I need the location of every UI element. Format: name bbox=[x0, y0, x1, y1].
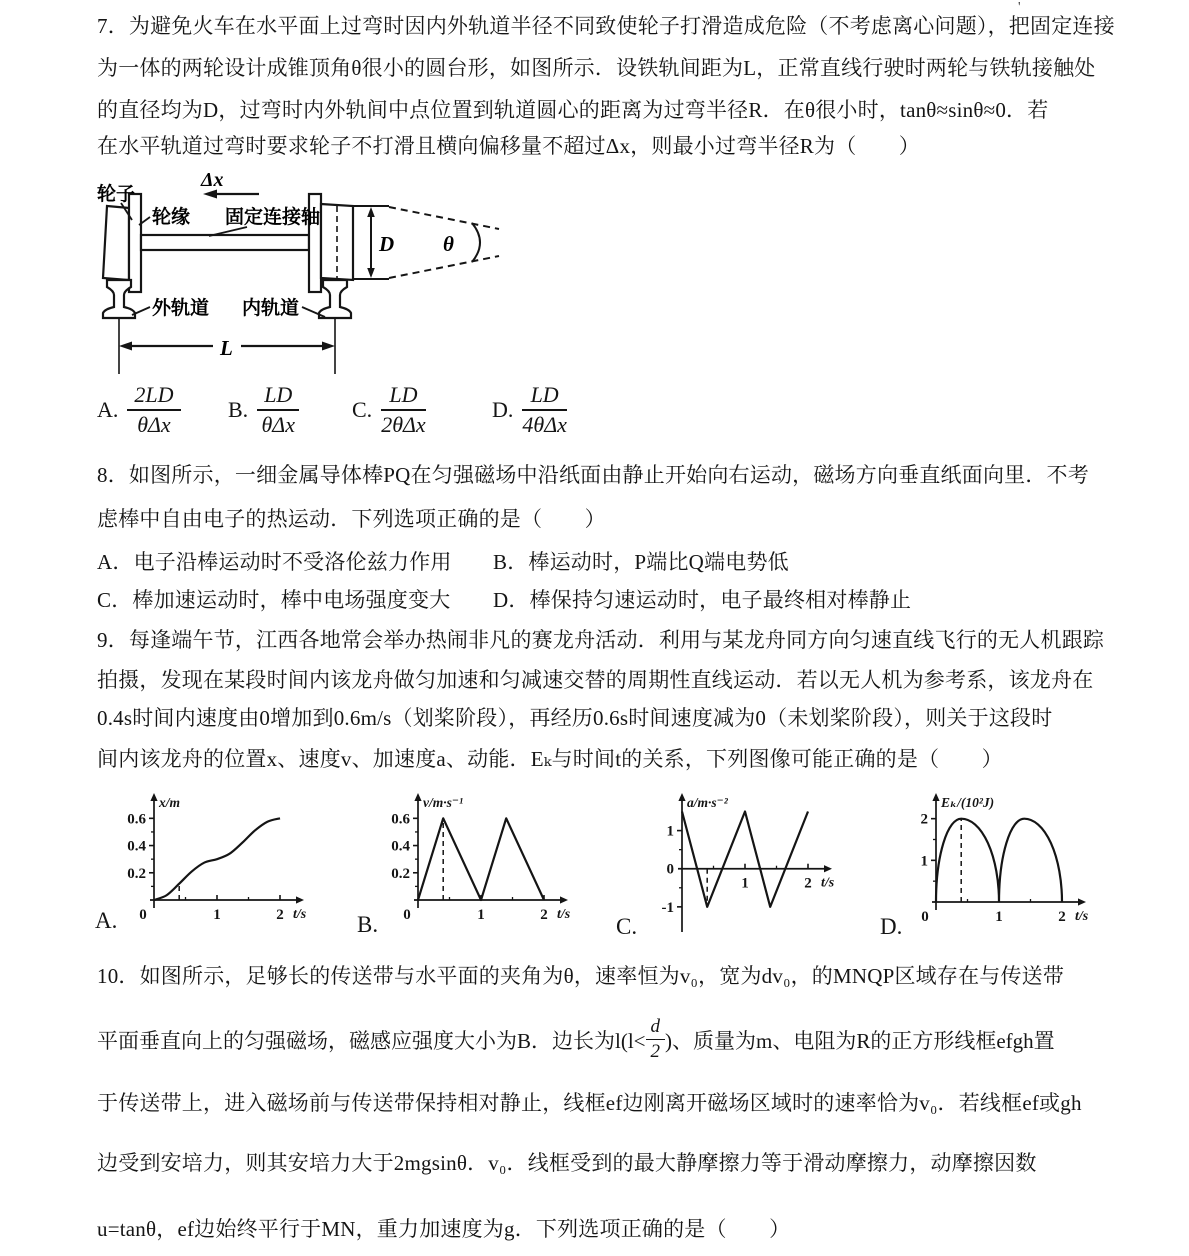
axle-shaft bbox=[141, 235, 309, 250]
q8-line-1: 8．如图所示，一细金属导体棒PQ在匀强磁场中沿纸面由静止开始向右运动，磁场方向垂直纸面向里．不考 bbox=[97, 463, 1089, 487]
q10-line-2 bbox=[97, 1012, 1055, 1068]
graph-b-velocity-time bbox=[372, 790, 614, 942]
tick-label: 0.2 bbox=[127, 865, 146, 882]
q10-line-4: 边受到安培力，则其安培力大于2mgsinθ．v₀．线框受到的最大静摩擦力等于滑动摩擦力，动摩擦因数 bbox=[97, 1151, 1037, 1175]
tick-label: 0.4 bbox=[391, 838, 410, 855]
y-axis-arrowhead bbox=[414, 793, 421, 801]
x-axis-arrowhead bbox=[560, 896, 568, 903]
d-label: D bbox=[379, 232, 395, 256]
tick-label: 1 bbox=[213, 907, 221, 923]
l-arrowhead-left bbox=[119, 342, 132, 351]
q7-option-a-fraction: $\frac{2LD}{\text{θΔx}}$ bbox=[127, 383, 180, 437]
q7-option-d bbox=[492, 383, 567, 437]
delta-x-label: Δx bbox=[201, 169, 224, 191]
tick-label: 1 bbox=[920, 853, 928, 870]
q7-option-b-fraction: $\frac{LD}{\text{θΔx}}$ bbox=[257, 383, 299, 437]
q8-option-d: D．棒保持匀速运动时，电子最终相对棒静止 bbox=[493, 588, 912, 612]
cone-upper-dashed bbox=[389, 207, 499, 229]
q8-line-2: 虑棒中自由电子的热运动．下列选项正确的是（ ） bbox=[97, 507, 606, 531]
d-arrowhead-down bbox=[367, 268, 375, 278]
graph-a-position-time bbox=[108, 790, 350, 942]
q7-option-c-fraction: $\frac{LD}{\text{2θΔx}}$ bbox=[381, 382, 426, 438]
q9-line-2: 拍摄，发现在某段时间内该龙舟做匀加速和匀减速交替的周期性直线运动．若以无人机为参考系，该龙舟在 bbox=[97, 668, 1094, 692]
q10-line-1: 10．如图所示，足够长的传送带与水平面的夹角为θ，速率恒为v₀，宽为dv₀，的MNQP区域存在与传送带 bbox=[97, 964, 1065, 988]
tick-label: 1 bbox=[741, 875, 749, 892]
outer-rail-label: 外轨道 bbox=[152, 298, 210, 319]
tick-label: 0.2 bbox=[391, 865, 410, 882]
graph-b-letter: B. bbox=[357, 912, 379, 937]
q7-line-1: 7．为避免火车在水平面上过弯时因内外轨道半径不同致使轮子打滑造成危险（不考虑离心问题），把固定连接 bbox=[97, 14, 1115, 38]
data-curve bbox=[154, 818, 280, 900]
tick-label: 1 bbox=[666, 823, 674, 840]
q8-option-a: A．电子沿棒运动时不受洛伦兹力作用 bbox=[97, 550, 452, 574]
data-curve bbox=[418, 818, 544, 900]
inner-rail-profile bbox=[319, 280, 351, 318]
x-axis-arrowhead bbox=[824, 865, 832, 872]
y-axis-arrowhead bbox=[932, 793, 939, 801]
graph-d-letter: D. bbox=[880, 914, 903, 939]
left-wheel-flange bbox=[129, 194, 141, 292]
cone-lower-dashed bbox=[389, 256, 499, 278]
q9-line-1: 9．每逢端午节，江西各地常会举办热闹非凡的赛龙舟活动．利用与某龙舟同方向匀速直线飞行的无人机跟踪 bbox=[97, 628, 1105, 652]
y-axis-label: v/m·s⁻¹ bbox=[423, 795, 464, 810]
tick-label: 2 bbox=[804, 875, 812, 892]
origin-label: 0 bbox=[403, 907, 411, 923]
l-label: L bbox=[220, 336, 233, 360]
q7-option-d-label: D. bbox=[492, 397, 514, 423]
flange-label: 轮缘 bbox=[152, 207, 191, 228]
x-axis-label: t/s bbox=[821, 875, 835, 891]
y-axis-label: a/m·s⁻² bbox=[687, 795, 728, 810]
q7-line-4: 在水平轨道过弯时要求轮子不打滑且横向偏移量不超过Δx，则最小过弯半径R为（ ） bbox=[97, 134, 921, 158]
q7-option-c-label: C. bbox=[352, 397, 373, 423]
graph-d-kinetic-energy-time bbox=[890, 790, 1132, 942]
q7-option-b-label: B. bbox=[228, 397, 249, 423]
tick-label: 1 bbox=[477, 907, 485, 923]
tick-label: 0.6 bbox=[391, 811, 410, 828]
origin-label: 0 bbox=[666, 861, 674, 878]
origin-label: 0 bbox=[921, 909, 929, 925]
tick-label: 0.4 bbox=[127, 838, 146, 855]
data-curve bbox=[682, 812, 808, 907]
tick-label: 2 bbox=[276, 907, 284, 923]
q7-option-a-label: A. bbox=[97, 397, 119, 423]
y-axis-label: x/m bbox=[159, 795, 181, 810]
tick-label: 1 bbox=[995, 909, 1003, 925]
q10-line-2-pre: 平面垂直向上的匀强磁场，磁感应强度大小为B．边长为l(l< bbox=[97, 1029, 646, 1053]
q10-inline-fraction: $\frac{d}{2}$ bbox=[646, 1017, 666, 1063]
q7-option-b bbox=[228, 383, 299, 437]
wheel-label: 轮子 bbox=[97, 184, 136, 205]
x-axis-arrowhead bbox=[296, 896, 304, 903]
x-axis-label: t/s bbox=[1075, 909, 1089, 924]
graph-a-letter: A. bbox=[95, 908, 118, 933]
data-curve bbox=[936, 819, 1062, 902]
q10-line-2-post: )、质量为m、电阻为R的正方形线框efgh置 bbox=[665, 1029, 1055, 1053]
q7-option-c bbox=[352, 383, 426, 437]
q8-option-b: B．棒运动时，P端比Q端电势低 bbox=[493, 550, 789, 574]
tick-label: 2 bbox=[540, 907, 548, 923]
inner-rail-label: 内轨道 bbox=[242, 298, 300, 319]
theta-arc bbox=[472, 223, 480, 262]
q9-line-4: 间内该龙舟的位置x、速度v、加速度a、动能．Eₖ与时间t的关系，下列图像可能正确的是（ ） bbox=[97, 747, 1003, 771]
q8-option-c: C．棒加速运动时，棒中电场强度变大 bbox=[97, 588, 451, 612]
y-axis-arrowhead bbox=[678, 793, 685, 801]
q10-line-5: u=tanθ，ef边始终平行于MN，重力加速度为g．下列选项正确的是（ ） bbox=[97, 1217, 791, 1241]
q7-option-d-fraction: $\frac{LD}{\text{4θΔx}}$ bbox=[522, 382, 567, 438]
stray-mark: ' bbox=[1018, 0, 1021, 15]
q7-option-a bbox=[97, 383, 181, 437]
left-wheel-body bbox=[103, 206, 129, 280]
tick-label: 2 bbox=[920, 811, 928, 828]
origin-label: 0 bbox=[139, 907, 147, 923]
q7-line-3: 的直径均为D，过弯时内外轨间中点位置到轨道圆心的距离为过弯半径R．在θ很小时，tanθ≈sinθ≈0．若 bbox=[97, 98, 1049, 122]
l-arrowhead-right bbox=[322, 342, 335, 351]
outer-rail-profile bbox=[103, 280, 135, 318]
q9-line-3: 0.4s时间内速度由0增加到0.6m/s（划桨阶段），再经历0.6s时间速度减为0（未划桨阶段），则关于这段时 bbox=[97, 706, 1053, 730]
graph-c-acceleration-time bbox=[636, 788, 878, 940]
graph-c-letter: C. bbox=[616, 914, 638, 939]
x-axis-label: t/s bbox=[557, 907, 571, 922]
tick-label: -1 bbox=[661, 899, 674, 916]
x-axis-arrowhead bbox=[1078, 898, 1086, 905]
x-axis-label: t/s bbox=[293, 907, 307, 922]
tick-label: 2 bbox=[1058, 909, 1066, 925]
y-axis-label: Eₖ/(10²J) bbox=[941, 795, 995, 810]
axle-label: 固定连接轴 bbox=[225, 207, 321, 228]
q7-line-2: 为一体的两轮设计成锥顶角θ很小的圆台形，如图所示．设铁轨间距为L，正常直线行驶时两轮与铁轨接触处 bbox=[97, 56, 1096, 80]
q10-line-3: 于传送带上，进入磁场前与传送带保持相对静止，线框ef边刚离开磁场区域时的速率恰为v₀．若线框ef或gh bbox=[97, 1091, 1082, 1115]
y-axis-arrowhead bbox=[150, 793, 157, 801]
tick-label: 0.6 bbox=[127, 811, 146, 828]
d-arrowhead-up bbox=[367, 207, 375, 217]
theta-label: θ bbox=[443, 232, 454, 256]
q7-wheel-axle-diagram bbox=[95, 166, 675, 378]
